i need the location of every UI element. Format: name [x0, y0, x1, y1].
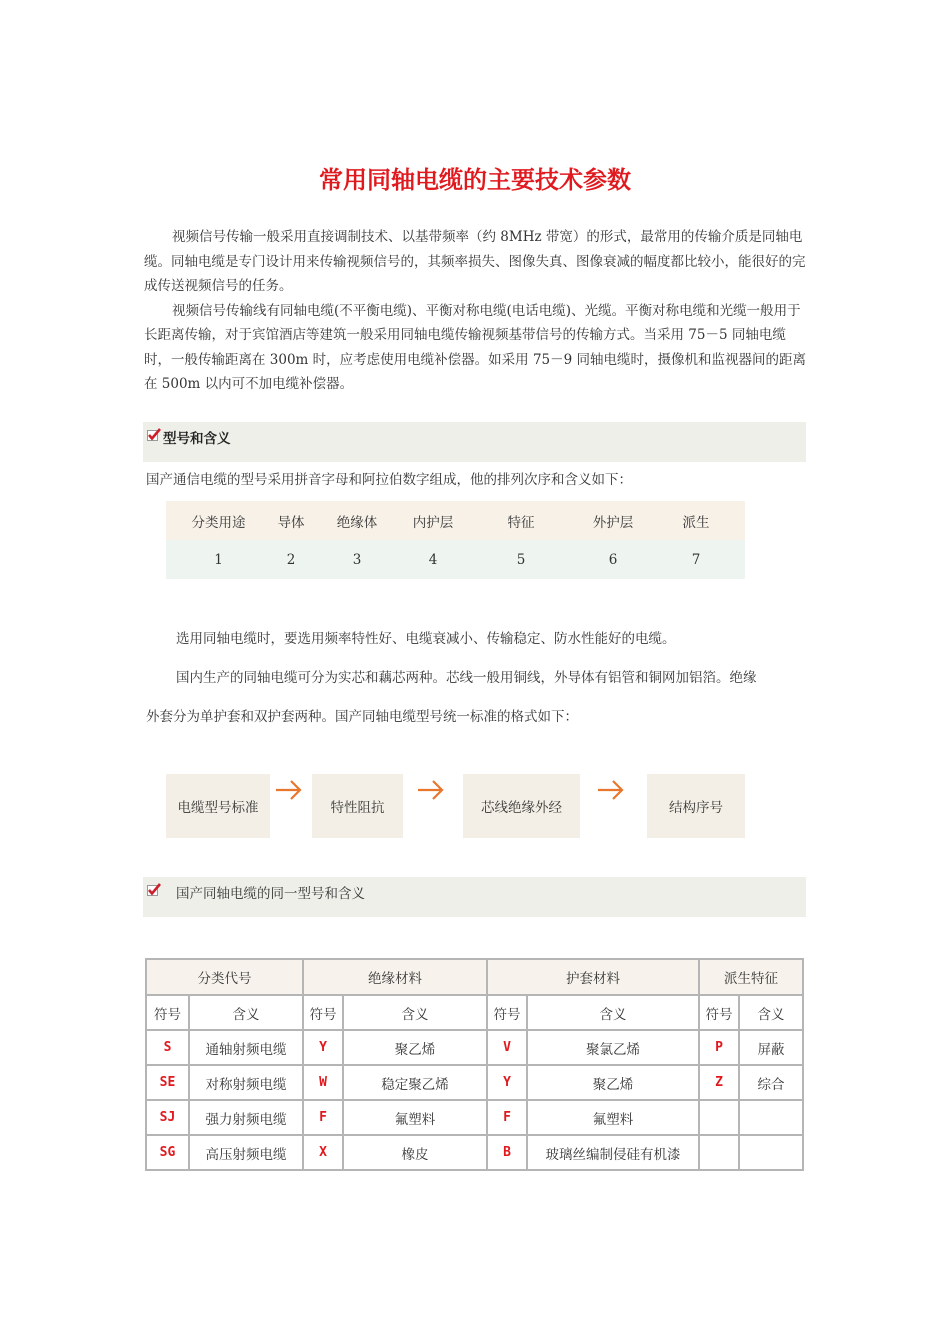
domestic-text-1: 国内生产的同轴电缆可分为实芯和藕芯两种。芯线一般用铜线，外导体有铝管和铜网加铝箔。绝缘: [176, 670, 757, 686]
sub-header: 符号: [699, 995, 739, 1030]
domestic-text-2: 外套分为单护套和双护套两种。国产同轴电缆型号统一标准的格式如下：: [146, 709, 578, 725]
table-row: [146, 1100, 803, 1135]
meaning-cell: [739, 1135, 803, 1170]
arrow-right-icon: [596, 778, 626, 802]
code-cell: P: [699, 1030, 739, 1065]
paragraph-2: 视频信号传输线有同轴电缆(不平衡电缆)、平衡对称电缆(电话电缆)、光缆。平衡对称电缆和光缆一般用于长距离传输，对于宾馆酒店等建筑一般采用同轴电缆传输视频基带信号的传输方式。当采用 75－5 同轴电缆时，一般传输距离在 300m 时，应考虑使用电缆补偿器。如采用 75－9 同轴电缆时，摄像机和监视器间的距离在 500m 以内可不加电缆补偿器。: [144, 302, 806, 392]
arrow-right-icon: [274, 778, 304, 802]
model-intro-text: 国产通信电缆的型号采用拼音字母和阿拉伯数字组成，他的排列次序和含义如下：: [146, 472, 632, 488]
meaning-cell: 强力射频电缆: [189, 1100, 303, 1135]
checkmark-icon: [147, 428, 161, 442]
sub-header: 符号: [487, 995, 527, 1030]
flow-label: 特性阻抗: [330, 800, 385, 816]
code-cell: SG: [146, 1135, 189, 1170]
table-header-row: [166, 501, 745, 540]
meaning-cell: 氟塑料: [343, 1100, 487, 1135]
section-label: 型号和含义: [163, 431, 231, 447]
table-row: [146, 1065, 803, 1100]
value-cell: 4: [403, 540, 463, 579]
code-cell: SE: [146, 1065, 189, 1100]
header-cell: 内护层: [403, 501, 463, 540]
value-cell: 6: [579, 540, 647, 579]
flow-step-structure: [647, 774, 745, 838]
group-header: 护套材料: [487, 959, 699, 995]
meaning-cell: 对称射频电缆: [189, 1065, 303, 1100]
meaning-cell: [739, 1100, 803, 1135]
table-row: [146, 1135, 803, 1170]
intro-paragraphs: [144, 225, 808, 397]
code-cell: F: [303, 1100, 343, 1135]
group-header: 分类代号: [146, 959, 303, 995]
selection-text: 选用同轴电缆时，要选用频率特性好、电缆衰减小、传输稳定、防水性能好的电缆。: [176, 631, 676, 647]
meaning-cell: 聚乙烯: [343, 1030, 487, 1065]
flow-step-standard: [166, 774, 270, 838]
meaning-cell: 通轴射频电缆: [189, 1030, 303, 1065]
value-cell: 5: [463, 540, 579, 579]
arrow-right-icon: [416, 778, 446, 802]
meaning-cell: 聚氯乙烯: [527, 1030, 699, 1065]
value-cell: 1: [166, 540, 271, 579]
group-header: 绝缘材料: [303, 959, 487, 995]
model-order-table: [166, 501, 745, 579]
page-title: 常用同轴电缆的主要技术参数: [319, 166, 631, 194]
code-cell: Z: [699, 1065, 739, 1100]
value-cell: 7: [647, 540, 745, 579]
meaning-cell: 高压射频电缆: [189, 1135, 303, 1170]
code-cell: Y: [303, 1030, 343, 1065]
header-cell: 外护层: [579, 501, 647, 540]
sub-header-row: [146, 995, 803, 1030]
table-row: [146, 1030, 803, 1065]
section-header-coax: [143, 877, 806, 917]
code-cell: V: [487, 1030, 527, 1065]
meaning-cell: 氟塑料: [527, 1100, 699, 1135]
value-cell: 2: [271, 540, 311, 579]
code-cell: F: [487, 1100, 527, 1135]
checkmark-icon: [147, 883, 161, 897]
meaning-cell: 屏蔽: [739, 1030, 803, 1065]
code-cell: SJ: [146, 1100, 189, 1135]
header-cell: 派生: [647, 501, 745, 540]
header-cell: 分类用途: [166, 501, 271, 540]
value-cell: 3: [311, 540, 403, 579]
header-cell: 导体: [271, 501, 311, 540]
meaning-cell: 橡皮: [343, 1135, 487, 1170]
code-cell: S: [146, 1030, 189, 1065]
code-cell: W: [303, 1065, 343, 1100]
flow-label: 电缆型号标准: [177, 800, 259, 816]
group-header: 派生特征: [699, 959, 803, 995]
code-cell: X: [303, 1135, 343, 1170]
sub-header: 符号: [303, 995, 343, 1030]
code-cell: B: [487, 1135, 527, 1170]
meaning-cell: 综合: [739, 1065, 803, 1100]
sub-header: 符号: [146, 995, 189, 1030]
flow-label: 结构序号: [669, 800, 723, 816]
sub-header: 含义: [343, 995, 487, 1030]
header-cell: 特征: [463, 501, 579, 540]
section-header-model: [143, 422, 806, 462]
table-row: [166, 540, 745, 579]
code-cell: [699, 1135, 739, 1170]
sub-header: 含义: [189, 995, 303, 1030]
meaning-cell: 玻璃丝编制侵硅有机漆: [527, 1135, 699, 1170]
header-cell: 绝缘体: [311, 501, 403, 540]
paragraph-1: 视频信号传输一般采用直接调制技术、以基带频率（约 8MHz 带宽）的形式，最常用的传输介质是同轴电缆。同轴电缆是专门设计用来传输视频信号的，其频率损失、图像失真、图像衰减的幅度都比较小，能很好的完成传送视频信号的任务。: [144, 229, 806, 294]
flow-label: 芯线绝缘外经: [481, 800, 562, 816]
sub-header: 含义: [527, 995, 699, 1030]
meaning-cell: 聚乙烯: [527, 1065, 699, 1100]
group-header-row: [146, 959, 803, 995]
flow-step-impedance: [312, 774, 403, 838]
sub-header: 含义: [739, 995, 803, 1030]
meaning-cell: 稳定聚乙烯: [343, 1065, 487, 1100]
code-cell: Y: [487, 1065, 527, 1100]
coax-model-table: [145, 958, 804, 1171]
flow-step-diameter: [463, 774, 580, 838]
code-cell: [699, 1100, 739, 1135]
section-label: 国产同轴电缆的同一型号和含义: [176, 886, 365, 902]
